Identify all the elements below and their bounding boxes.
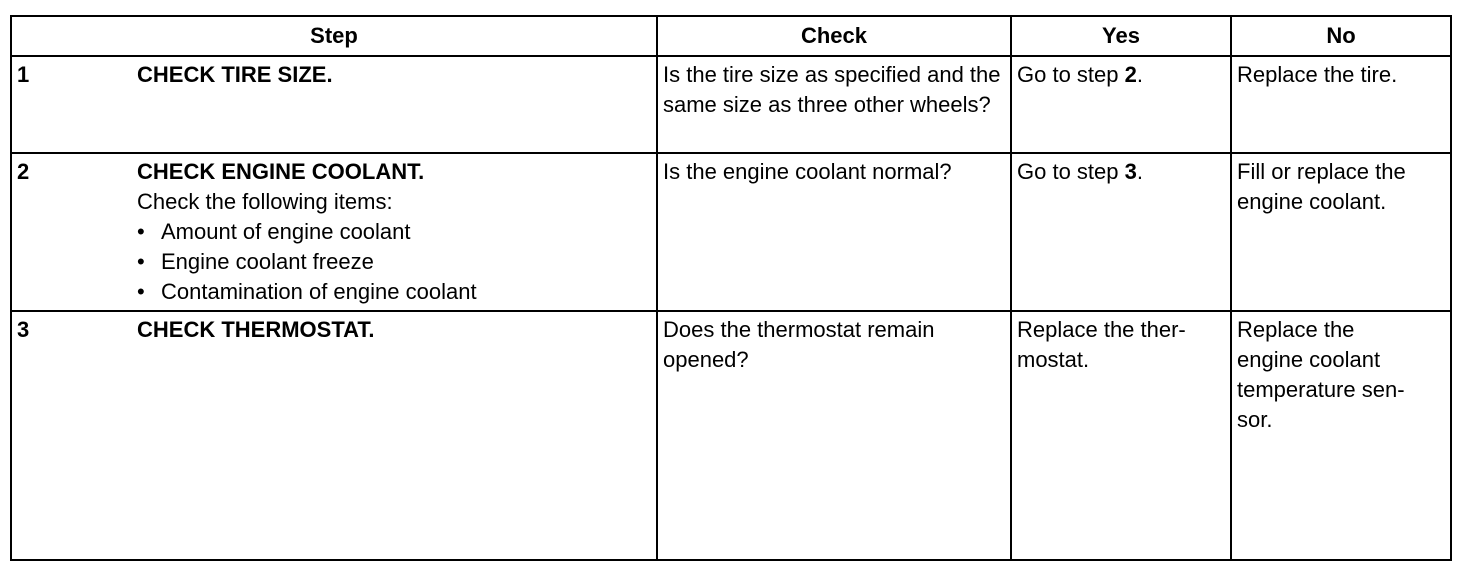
check-cell: Does the thermostat remain opened?: [657, 311, 1011, 560]
step-title: CHECK TIRE SIZE.: [137, 62, 333, 87]
no-cell: Fill or replace the engine coolant.: [1231, 153, 1451, 311]
header-check: Check: [657, 16, 1011, 56]
no-cell: Replace the tire.: [1231, 56, 1451, 153]
list-item-text: Engine coolant freeze: [161, 249, 374, 274]
yes-cell: [1011, 56, 1231, 153]
step-title: CHECK THERMOSTAT.: [137, 317, 375, 342]
step-title: CHECK ENGINE COOLANT.: [137, 159, 425, 184]
no-cell: Replace the engine coolant temperature sen- sor.: [1231, 311, 1451, 560]
step-cell: [11, 153, 657, 311]
yes-step-ref: 2: [1124, 62, 1137, 87]
step-number: 1: [17, 62, 30, 87]
step-number: 3: [17, 317, 30, 342]
yes-step-ref: 3: [1124, 159, 1137, 184]
bullet-icon: •: [137, 219, 145, 244]
yes-cell: [1011, 153, 1231, 311]
check-cell: Is the tire size as specified and the same size as three other wheels?: [657, 56, 1011, 153]
step-cell: [11, 311, 657, 560]
header-yes: Yes: [1011, 16, 1231, 56]
list-item-text: Amount of engine coolant: [161, 219, 411, 244]
yes-text: Go to step: [1017, 159, 1125, 184]
diagnostic-table: [10, 15, 1452, 561]
table-row: [11, 56, 1451, 153]
step-cell: [11, 56, 657, 153]
header-step: Step: [11, 16, 657, 56]
table-row: [11, 311, 1451, 560]
check-items-list: [137, 217, 652, 307]
list-item: [137, 277, 652, 307]
yes-suffix: .: [1136, 159, 1143, 184]
bullet-icon: •: [137, 279, 145, 304]
table-row: [11, 153, 1451, 311]
list-item: [137, 247, 652, 277]
list-item: [137, 217, 652, 247]
step-instruction: Check the following items:: [137, 189, 393, 214]
yes-suffix: .: [1136, 62, 1143, 87]
header-row: [11, 16, 1451, 56]
check-cell: Is the engine coolant normal?: [657, 153, 1011, 311]
bullet-icon: •: [137, 249, 145, 274]
yes-text: Go to step: [1017, 62, 1125, 87]
yes-cell: Replace the ther- mostat.: [1011, 311, 1231, 560]
header-no: No: [1231, 16, 1451, 56]
step-number: 2: [17, 159, 30, 184]
list-item-text: Contamination of engine coolant: [161, 279, 477, 304]
